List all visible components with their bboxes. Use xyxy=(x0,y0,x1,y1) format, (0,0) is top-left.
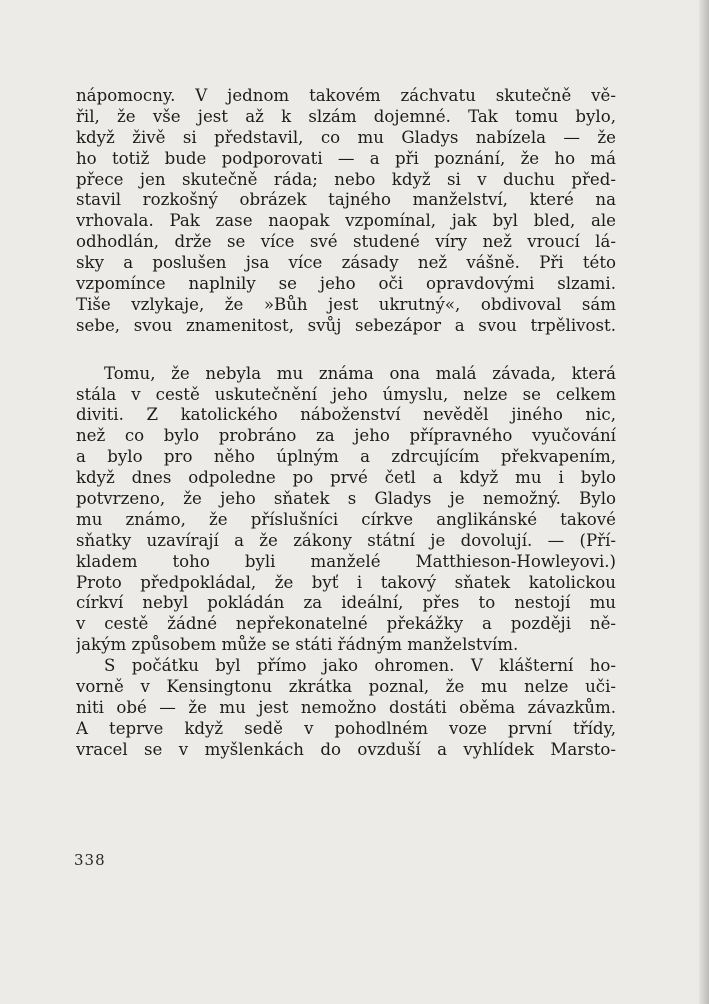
text-line: církví nebyl pokládán za ideální, přes to nestojí mu xyxy=(76,593,616,613)
text-line: přece jen skutečně ráda; nebo když si v duchu před- xyxy=(76,169,616,189)
body-text xyxy=(76,86,616,761)
text-line: A teprve když sedě v pohodlném voze první třídy, xyxy=(76,718,616,738)
text-line: řil, že vše jest až k slzám dojemné. Tak tomu bylo, xyxy=(76,106,616,126)
text-line: vorně v Kensingtonu zkrátka poznal, že mu nelze uči- xyxy=(76,677,616,697)
text-line: jakým způsobem může se státi řádným manželstvím. xyxy=(76,635,519,655)
text-line: vracel se v myšlenkách do ovzduší a vyhlídek Marsto- xyxy=(76,739,616,759)
text-line: sky a poslušen jsa více zásady než vášně. Při této xyxy=(76,253,616,273)
text-line: vzpomínce naplnily se jeho oči opravdovými slzami. xyxy=(76,274,616,294)
text-line: mu známo, že příslušníci církve anglikánské takové xyxy=(76,509,616,529)
paragraph-2 xyxy=(76,364,616,656)
text-line: a bylo pro něho úplným a zdrcujícím překvapením, xyxy=(76,447,616,467)
text-line: stavil rozkošný obrázek tajného manželství, které na xyxy=(76,190,616,210)
text-line: kladem toho byli manželé Matthieson-Howleyovi.) xyxy=(76,551,616,571)
paragraph-gap xyxy=(76,337,616,364)
text-line: diviti. Z katolického náboženství nevěděl jiného nic, xyxy=(76,405,616,425)
text-line: ho totiž bude podporovati — a při poznání, že ho má xyxy=(76,148,616,168)
text-line: nápomocny. V jednom takovém záchvatu skutečně vě- xyxy=(76,86,616,105)
text-line: odhodlán, drže se více své studené víry než vroucí lá- xyxy=(76,232,616,252)
text-line: stála v cestě uskutečnění jeho úmyslu, nelze se celkem xyxy=(76,384,616,404)
paragraph-1 xyxy=(76,86,616,337)
text-line: než co bylo probráno za jeho přípravného vyučování xyxy=(76,426,616,446)
text-line: když živě si představil, co mu Gladys nabízela — že xyxy=(76,127,616,147)
text-line: Tomu, že nebyla mu známa ona malá závada, která xyxy=(104,363,616,383)
paragraph-3 xyxy=(76,656,616,760)
text-line: Proto předpokládal, že byť i takový sňatek katolickou xyxy=(76,572,616,592)
text-line: sebe, svou znamenitost, svůj sebezápor a svou trpělivost. xyxy=(76,315,616,335)
text-line: když dnes odpoledne po prvé četl a když mu i bylo xyxy=(76,468,616,488)
page-edge-shadow xyxy=(699,0,709,1004)
text-line: vrhovala. Pak zase naopak vzpomínal, jak byl bled, ale xyxy=(76,211,616,231)
text-line: sňatky uzavírají a že zákony státní je dovolují. — (Pří- xyxy=(76,530,616,550)
text-line: niti obé — že mu jest nemožno dostáti oběma závazkům. xyxy=(76,697,616,717)
text-line: potvrzeno, že jeho sňatek s Gladys je nemožný. Bylo xyxy=(76,489,616,509)
text-line: Tiše vzlykaje, že »Bůh jest ukrutný«, obdivoval sám xyxy=(76,294,616,314)
text-line: S počátku byl přímo jako ohromen. V klášterní ho- xyxy=(104,656,616,676)
page-number: 338 xyxy=(74,851,106,869)
text-line: v cestě žádné nepřekonatelné překážky a později ně- xyxy=(76,614,616,634)
